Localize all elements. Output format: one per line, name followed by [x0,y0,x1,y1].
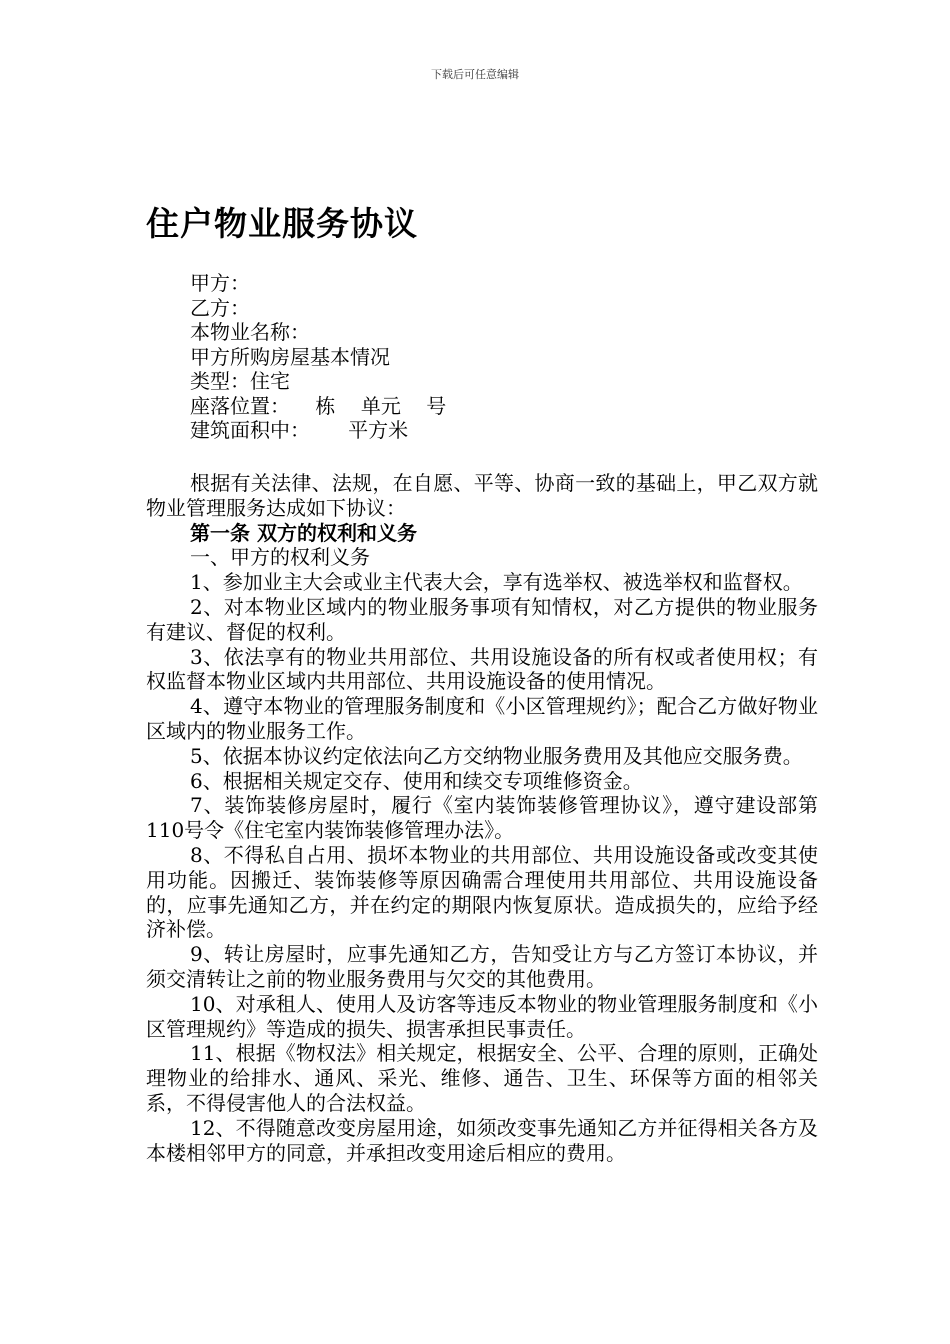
party-info-block [190,271,446,443]
intro-paragraph: 根据有关法律、法规，在自愿、平等、协商一致的基础上，甲乙双方就物业管理服务达成如下协议： [146,471,818,520]
agreement-body [146,471,818,1165]
location-line: 座落位置： 栋 单元 号 [190,393,447,418]
clause-paragraph: 4、遵守本物业的管理服务制度和《小区管理规约》；配合乙方做好物业区域内的物业服务工作。 [146,694,818,743]
document-title: 住户物业服务协议 [146,204,418,243]
area-line: 建筑面积中： 平方米 [190,418,409,442]
clause-paragraph: 12、不得随意改变房屋用途，如须改变事先通知乙方并征得相关各方及本楼相邻甲方的同意，并承担改变用途后相应的费用。 [146,1115,818,1165]
property-name-line: 本物业名称： [190,320,310,344]
clause-paragraph: 7、装饰装修房屋时，履行《室内装饰装修管理协议》，遵守建设部第110号令《住宅室内装饰装修管理办法》。 [146,793,818,843]
section-heading: 一、甲方的权利义务 [190,545,370,570]
clause-paragraph: 8、不得私自占用、损坏本物业的共用部位、共用设施设备或改变其使用功能。因搬迁、装饰装修等原因确需合理使用共用部位、共用设施设备的，应事先通知乙方，并在约定的期限内恢复原状。造成损失的，应给予经济补偿。 [146,842,818,942]
house-info-line: 甲方所购房屋基本情况 [190,344,390,369]
clause-paragraph: 6、根据相关规定交存、使用和续交专项维修资金。 [190,768,643,793]
clause-paragraph: 9、转让房屋时，应事先通知乙方，告知受让方与乙方签订本协议，并须交清转让之前的物业服务费用与欠交的其他费用。 [146,942,818,991]
house-type-line: 类型：住宅 [190,369,290,393]
clause-paragraph: 2、对本物业区域内的物业服务事项有知情权，对乙方提供的物业服务有建议、督促的权利。 [146,594,818,644]
clause-paragraph: 3、依法享有的物业共用部位、共用设施设备的所有权或者使用权；有权监督本物业区域内共用部位、共用设施设备的使用情况。 [146,644,818,694]
clause-paragraph: 1、参加业主大会或业主代表大会，享有选举权、被选举权和监督权。 [190,570,803,595]
clause-paragraph: 11、根据《物权法》相关规定，根据安全、公平、合理的原则，正确处理物业的给排水、通风、采光、维修、通告、卫生、环保等方面的相邻关系，不得侵害他人的合法权益。 [146,1041,818,1115]
party-a-line: 甲方： [190,271,250,295]
clause-paragraph: 5、依据本协议约定依法向乙方交纳物业服务费用及其他应交服务费。 [190,743,803,768]
article-heading: 第一条 双方的权利和义务 [190,520,417,545]
party-b-line: 乙方： [190,295,250,320]
header-note: 下载后可任意编辑 [431,68,519,81]
clause-paragraph: 10、对承租人、使用人及访客等违反本物业的物业管理服务制度和《小区管理规约》等造成的损失、损害承担民事责任。 [146,991,818,1041]
